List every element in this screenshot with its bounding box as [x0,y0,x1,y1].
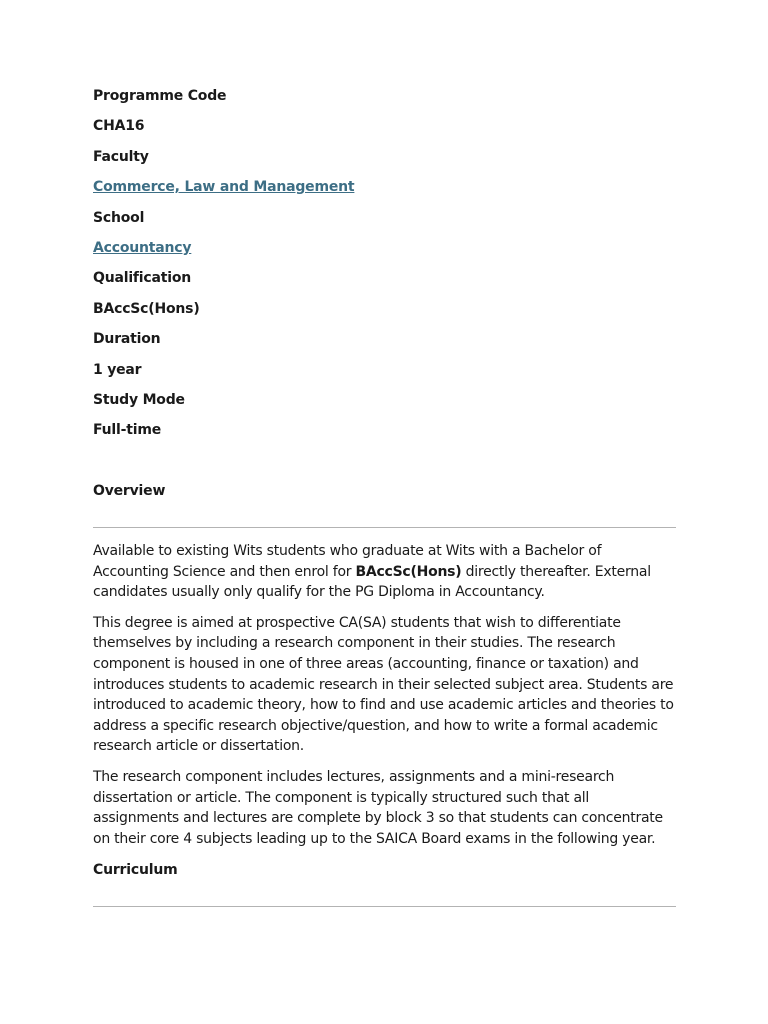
overview-divider [93,527,676,528]
faculty-link[interactable]: Commerce, Law and Management [93,179,355,196]
curriculum-divider [93,906,676,907]
school-label: School [93,209,145,226]
faculty-row [93,177,676,207]
study-mode-value: Full-time [93,422,162,439]
programme-code-label: Programme Code [93,88,227,104]
overview-p1-end: directly thereafter. External candidates usually only qualify for the PG Diploma in Accountancy. [93,563,651,601]
overview-heading: Overview [93,483,166,499]
duration-value: 1 year [93,361,142,378]
overview-p1-start: Available to existing Wits students who graduate at Wits with a Bachelor of Accounting Science and then enrol for [93,543,602,580]
curriculum-heading: Curriculum [93,862,178,878]
overview-paragraph-1 [93,541,676,603]
school-row [93,238,676,268]
qualification-value: BAccSc(Hons) [93,300,200,317]
school-link[interactable]: Accountancy [93,239,192,256]
overview-p1-qualification: BAccSc(Hons) [355,563,462,580]
programme-code-value: CHA16 [93,118,145,135]
overview-body [93,541,676,859]
qualification-label: Qualification [93,270,192,287]
faculty-label: Faculty [93,148,149,165]
study-mode-label: Study Mode [93,391,185,408]
overview-paragraph-3: The research component includes lectures, assignments and a mini-research dissertation or article. The component is typically structured such that all assignments and lectures are complete by block 3 so that students can concentrate on their core 4 subjects leading up to the SAICA Board exams in the following year. [93,768,663,847]
duration-label: Duration [93,331,161,348]
overview-paragraph-2: This degree is aimed at prospective CA(SA) students that wish to differentiate themselves by including a research component in their studies. The research component is housed in one of three areas (accounting, finance or taxation) and introduces students to academic research in their selected subject area. Students are introduced to academic theory, how to find and use academic articles and theories to address a specific research objective/question, and how to write a formal academic research article or dissertation. [93,614,674,755]
programme-details [93,86,676,451]
